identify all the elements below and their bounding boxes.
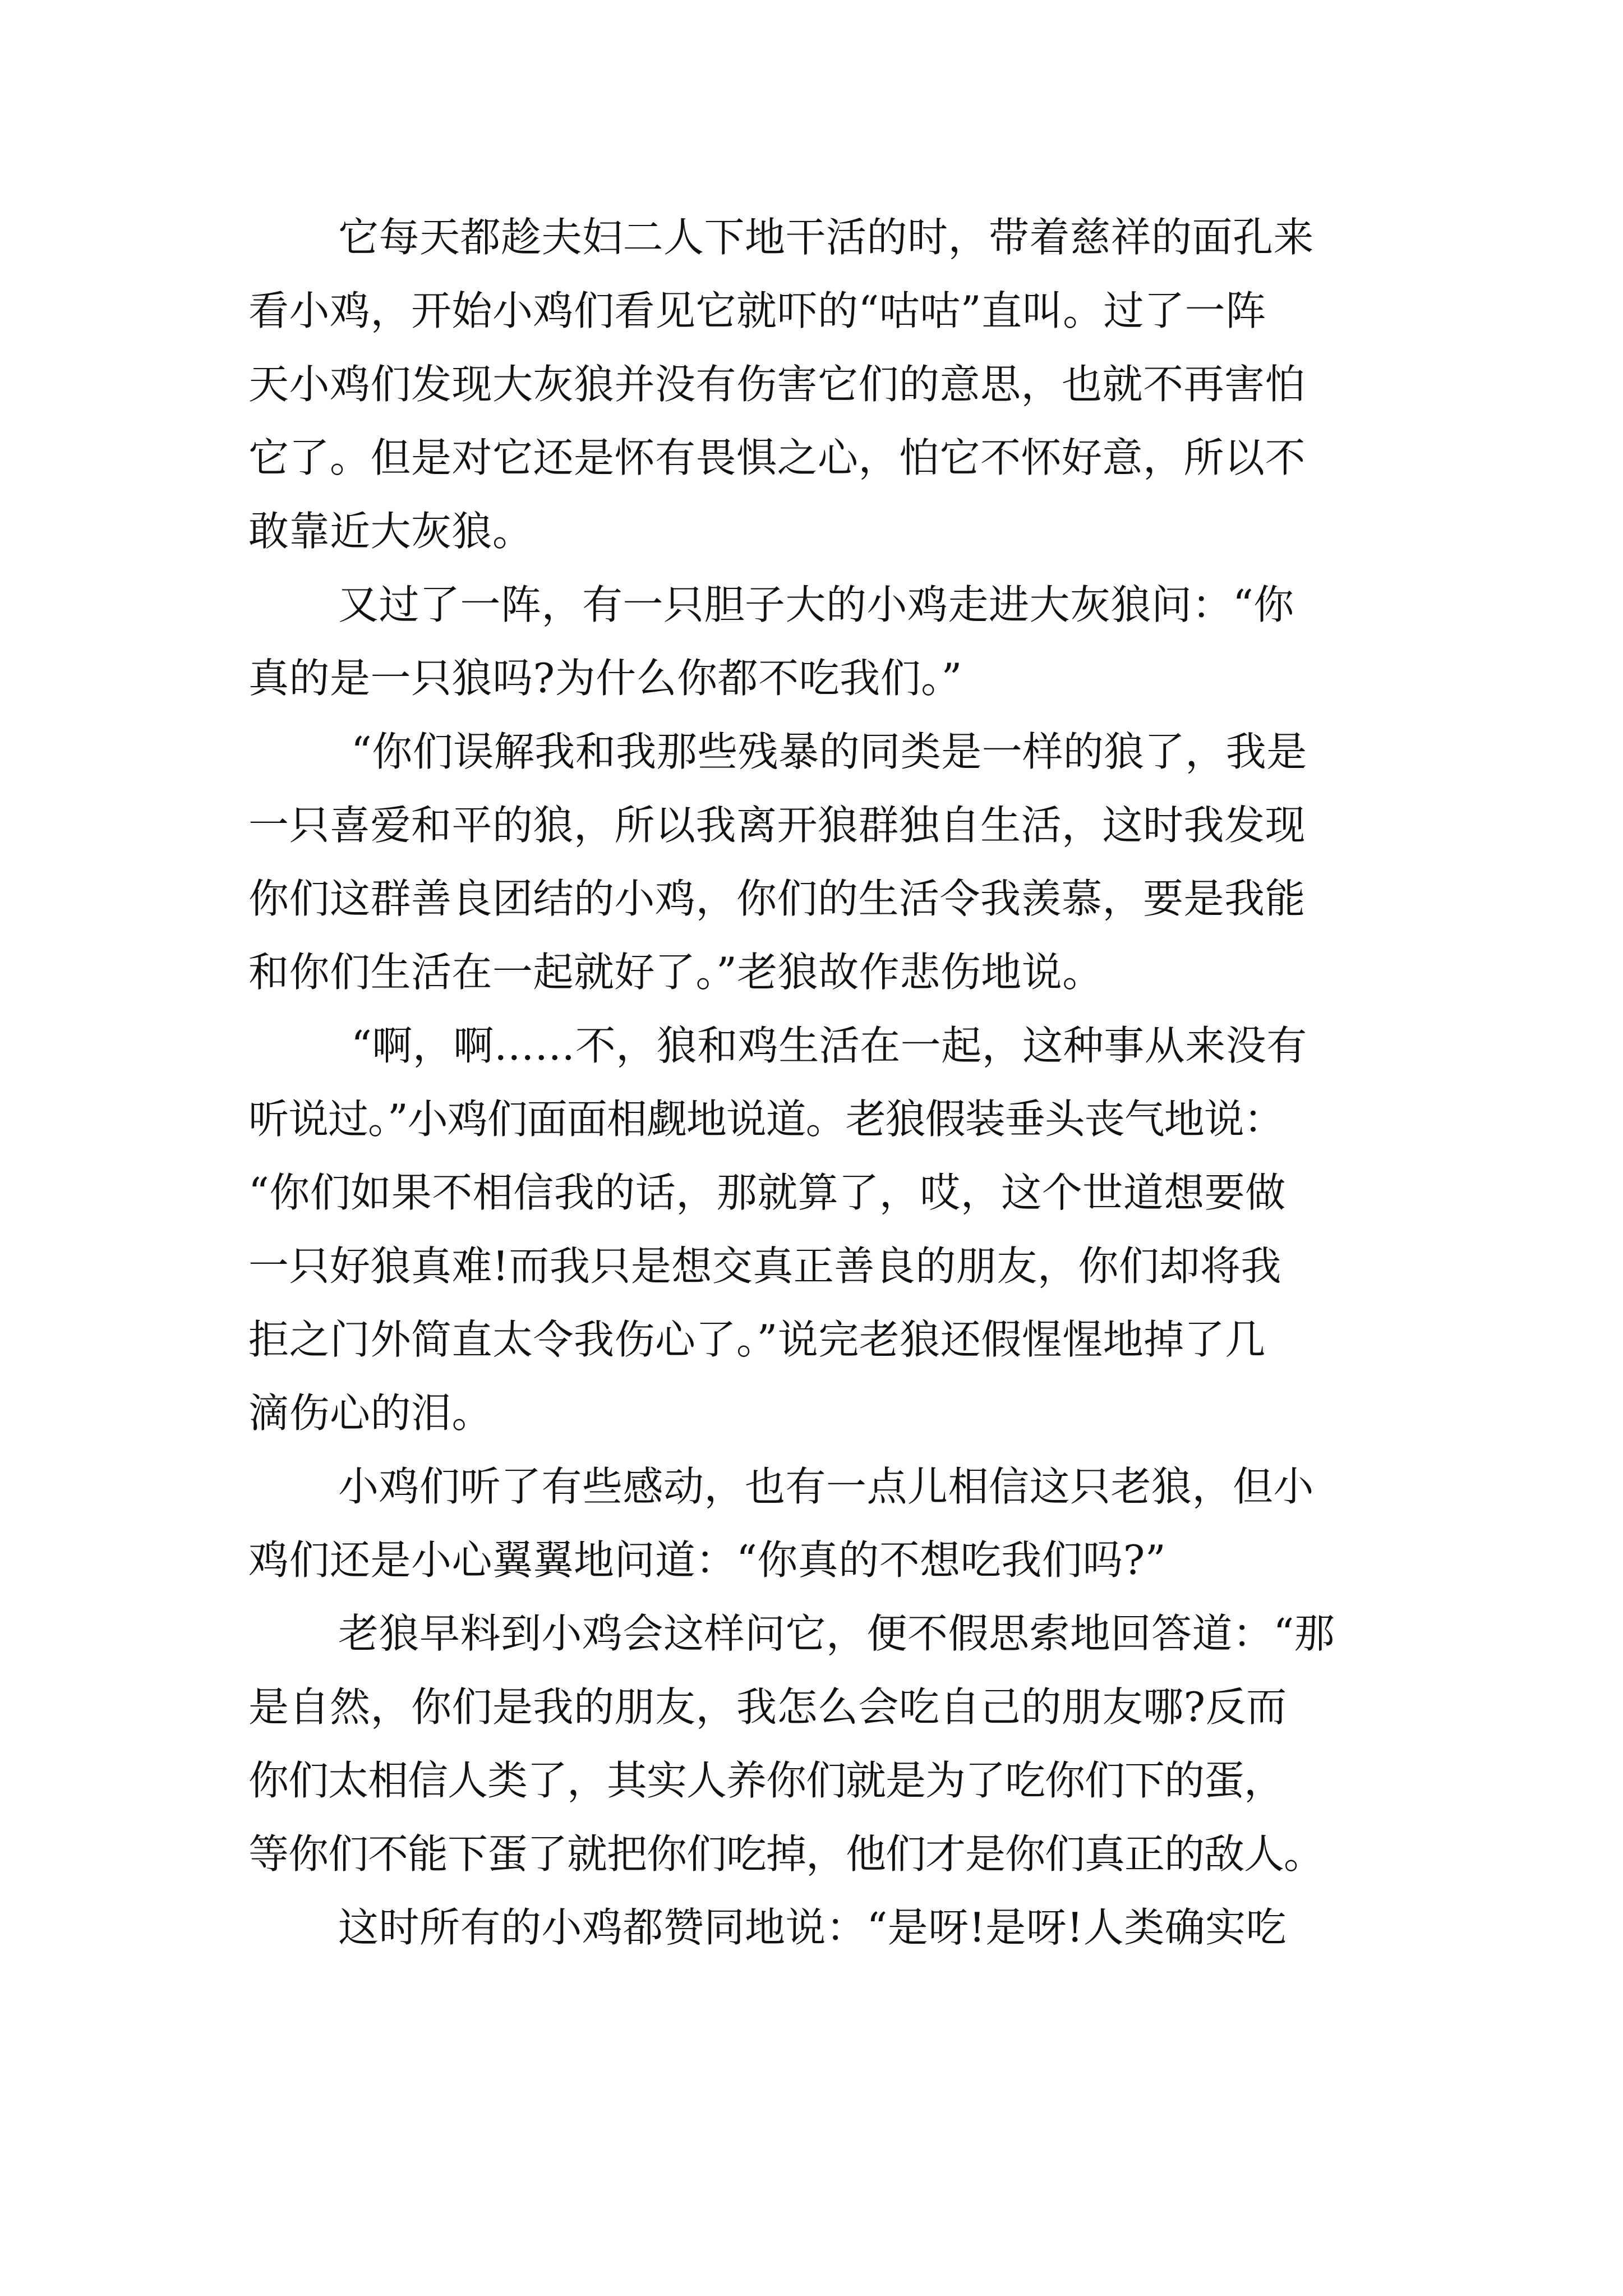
text-line: 小鸡们听了有些感动，也有一点儿相信这只老狼，但小 [338,1463,1315,1510]
text-line: 敢靠近大灰狼。 [248,508,533,555]
text-line: 你们太相信人类了，其实人养你们就是为了吃你们下的蛋， [248,1757,1284,1804]
text-line: 一只好狼真难!而我只是想交真正善良的朋友，你们却将我 [248,1243,1281,1290]
text-line: 鸡们还是小心翼翼地问道：“你真的不想吃我们吗?” [248,1536,1166,1584]
text-line: 拒之门外简直太令我伤心了。”说完老狼还假惺惺地掉了几 [248,1316,1266,1363]
text-line: 这时所有的小鸡都赞同地说：“是呀!是呀!人类确实吃 [338,1904,1287,1951]
text-line: 等你们不能下蛋了就把你们吃掉，他们才是你们真正的敌人。 [248,1830,1324,1878]
text-line: “你们如果不相信我的话，那就算了，哎，这个世道想要做 [248,1169,1286,1216]
story-text [248,201,1387,1964]
text-line: “啊，啊……不，狼和鸡生活在一起，这种事从来没有 [351,1022,1307,1069]
text-line: 滴伤心的泪。 [248,1389,493,1437]
text-line: 老狼早料到小鸡会这样问它，便不假思索地回答道：“那 [338,1610,1335,1657]
text-line: 天小鸡们发现大灰狼并没有伤害它们的意思，也就不再害怕 [248,361,1306,408]
text-line: “你们误解我和我那些残暴的同类是一样的狼了，我是 [351,728,1307,775]
text-line: 是自然，你们是我的朋友，我怎么会吃自己的朋友哪?反而 [248,1683,1287,1731]
text-line: 你们这群善良团结的小鸡，你们的生活令我羡慕，要是我能 [248,875,1306,922]
text-line: 它每天都趁夫妇二人下地干活的时，带着慈祥的面孔来 [338,214,1315,261]
text-line: 一只喜爱和平的狼，所以我离开狼群独自生活，这时我发现 [248,802,1306,849]
text-line: 又过了一阵，有一只胆子大的小鸡走进大灰狼问：“你 [338,581,1294,628]
text-line: 它了。但是对它还是怀有畏惧之心，怕它不怀好意，所以不 [248,434,1306,481]
text-line: 和你们生活在一起就好了。”老狼故作悲伤地说。 [248,949,1103,996]
text-line: 听说过。”小鸡们面面相觑地说道。老狼假装垂头丧气地说： [248,1096,1284,1143]
text-line: 看小鸡，开始小鸡们看见它就吓的“咕咕”直叫。过了一阵 [248,287,1266,334]
text-line: 真的是一只狼吗?为什么你都不吃我们。” [248,655,962,702]
